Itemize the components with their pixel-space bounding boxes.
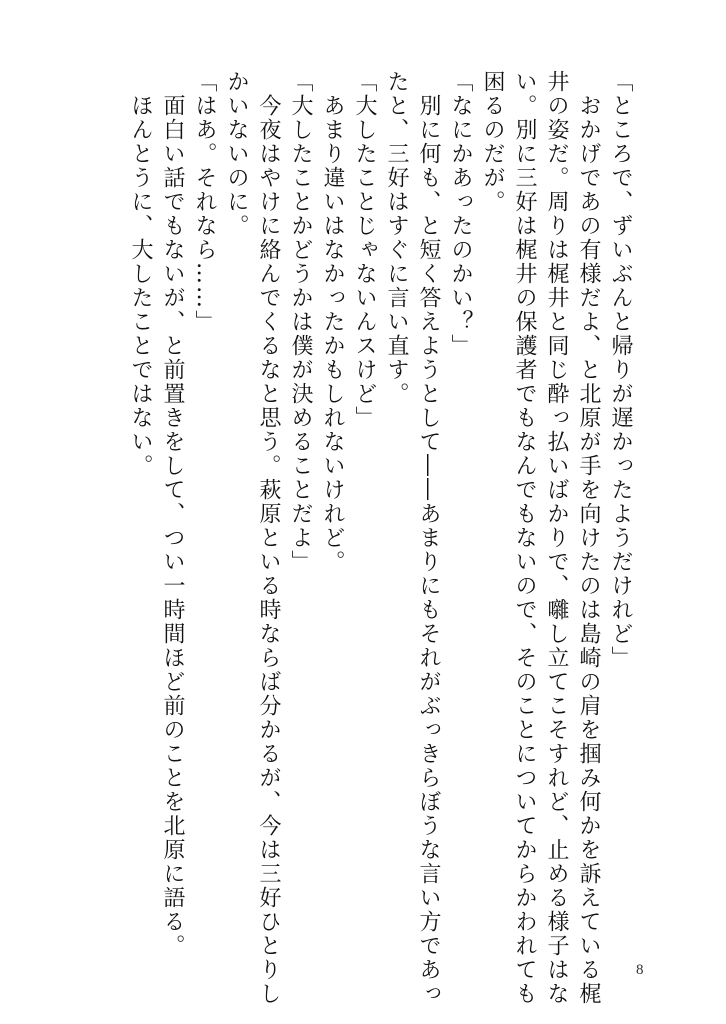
text-line: かいないのに。: [224, 70, 249, 238]
text-line: 井の姿だ。周りは梶井と同じ酔っ払いばかりで、囃し立てこそすれど、止める様子はな: [544, 70, 569, 1006]
text-line: 「なにかあったのかい？」: [448, 70, 473, 358]
text-line: 別に何も、と短く答えようとして――あまりにもそれがぶっきらぼうな言い方であっ: [416, 70, 441, 1006]
text-line: い。別に三好は梶井の保護者でもなんでもないので、そのことについてからかわれても: [512, 70, 537, 1006]
text-line: 「大したことじゃないんスけど」: [352, 70, 377, 430]
text-line: 「大したことかどうかは僕が決めることだよ」: [288, 70, 313, 574]
page-number: 8: [636, 962, 644, 978]
text-line: あまり違いはなかったかもしれないけれど。: [320, 70, 345, 574]
text-line: 困るのだが。: [480, 70, 505, 214]
text-line: 今夜はやけに絡んでくるなと思う。萩原といる時ならば分かるが、今は三好ひとりし: [256, 70, 281, 1006]
text-line: ほんとうに、大したことではない。: [128, 70, 153, 478]
vertical-text-body: [124, 70, 636, 1006]
text-line: おかげであの有様だよ、と北原が手を向けたのは島崎の肩を掴み何かを訴えている梶: [576, 70, 601, 1006]
text-line: 「ところで、ずいぶんと帰りが遅かったようだけれど」: [608, 70, 633, 670]
text-line: たと、三好はすぐに言い直す。: [384, 70, 409, 406]
text-line: 「はあ。それなら……」: [192, 70, 217, 334]
text-line: 面白い話でもないが、と前置きをして、つい一時間ほど前のことを北原に語る。: [160, 70, 185, 958]
